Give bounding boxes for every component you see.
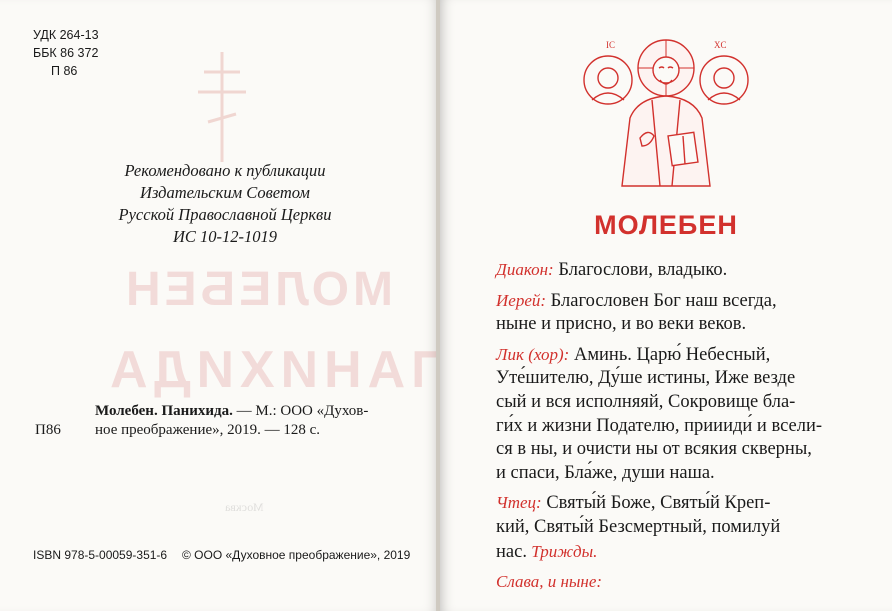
recommend-line: Издательским Советом (140, 183, 310, 202)
rubric-role: Слава, и ныне: (496, 572, 603, 592)
biblio-line-1 (95, 401, 368, 421)
copyright: © ООО «Духовное преображение», 2019 (182, 548, 411, 562)
isbn: ISBN 978-5-00059-351-6 (33, 548, 168, 562)
recommend-number: ИС 10-12-1019 (172, 227, 278, 246)
text-line (496, 516, 836, 540)
text-line (496, 367, 836, 391)
svg-text:IC: IC (606, 40, 615, 50)
text-line (496, 289, 836, 314)
biblio-line-2: ное преображение», 2019. — 128 с. (95, 422, 321, 438)
udk-code: УДК 264-13 (33, 28, 99, 42)
recommend-line: Русской Православной Церкви (118, 205, 332, 224)
text-content: Благослови, владыко. (553, 260, 728, 280)
book-title-bold: Молебен. Панихида. (95, 403, 233, 419)
show-through-title-2: ПАНИХИДА (104, 341, 449, 399)
christ-pantocrator-icon (578, 38, 754, 188)
text-content: нас. (496, 541, 527, 562)
text-content: кий, Святы́й Безсмертный, помилуй (496, 516, 781, 537)
text-content: и спаси, Бла́же, души наша. (496, 462, 715, 483)
author-mark: П 86 (51, 64, 78, 78)
text-content: Святы́й Боже, Святы́й Креп- (541, 493, 771, 514)
publication-recommendation (60, 160, 390, 248)
section-title: МОЛЕБЕН (594, 210, 738, 240)
text-line (496, 540, 836, 565)
text-content: ныне и присно, и во веки веков. (496, 314, 747, 335)
text-content: Уте́шителю, Ду́ше истины, Иже везде (496, 368, 796, 389)
text-line (496, 462, 836, 486)
classification-block (33, 26, 99, 80)
text-content: ся в ны, и очисти ны от всякия скверны, (496, 439, 812, 460)
rubric-role: Лик (хор): (496, 344, 570, 364)
text-content: Аминь. Царю́ Небесный, (569, 344, 771, 365)
text-content: сый и вся исполняяй, Сокровище бла- (496, 391, 796, 412)
text-line (496, 570, 836, 595)
text-line (496, 313, 836, 337)
rubric-role: Иерей: (496, 290, 547, 310)
rubric-role: Диакон: (496, 260, 554, 279)
text-content: Благословен Бог наш всегда, (546, 290, 777, 311)
show-through-publisher: Москва (225, 500, 264, 514)
show-through-title: МОЛЕБЕН (122, 263, 393, 316)
text-line (496, 391, 836, 415)
biblio-publisher: — М.: ООО «Духов- (232, 403, 369, 419)
bbk-code: ББК 86 372 (33, 46, 99, 60)
recommend-line: Рекомендовано к публикации (124, 161, 326, 180)
service-text (496, 258, 836, 595)
text-line (496, 491, 836, 516)
text-content: ги́х и жизни Подателю, приииди́ и всели- (496, 415, 823, 436)
show-through-cross-icon (192, 52, 252, 162)
rubric-suffix: Трижды. (526, 541, 598, 561)
svg-text:XC: XC (714, 40, 727, 50)
show-through-text (456, 62, 576, 142)
text-line (496, 438, 836, 462)
rubric-role: Чтец: (496, 493, 542, 513)
text-line (496, 415, 836, 439)
text-line (496, 258, 836, 283)
text-line (496, 343, 836, 368)
author-mark-code: П86 (35, 422, 61, 438)
